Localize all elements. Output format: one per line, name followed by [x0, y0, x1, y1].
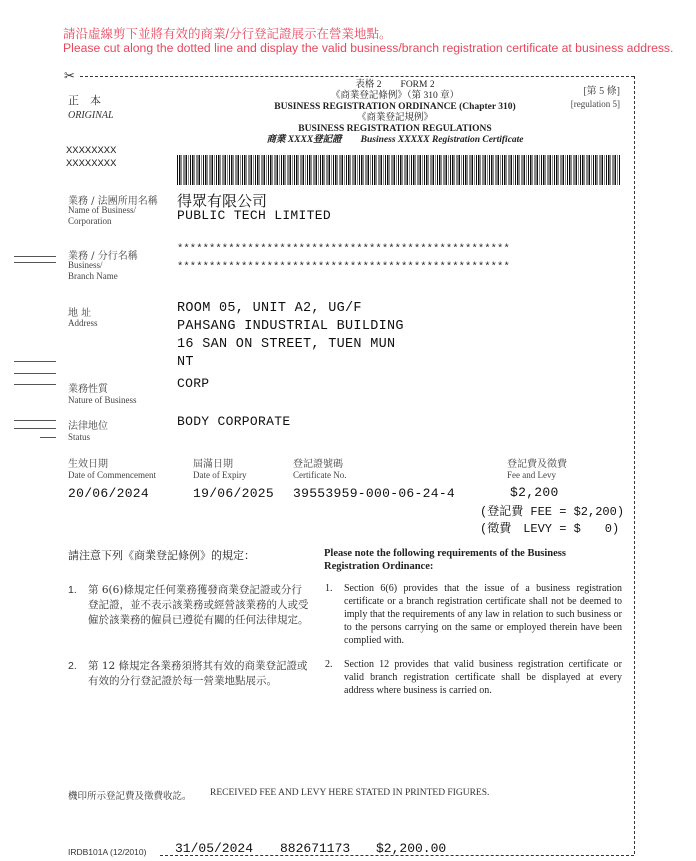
regulations-english: BUSINESS REGISTRATION REGULATIONS — [298, 124, 492, 134]
expiry-label-cn: 屆滿日期 — [193, 459, 233, 470]
masked-code-1: XXXXXXXX — [66, 145, 117, 157]
address-block — [177, 300, 404, 372]
form-code: IRDB101A (12/2010) — [68, 847, 147, 857]
branch-label-en: Business/ — [68, 260, 103, 270]
masked-code-2: XXXXXXXX — [66, 158, 117, 170]
legal-status: BODY CORPORATE — [177, 414, 291, 429]
commencement-label-en: Date of Commencement — [68, 470, 156, 480]
note-1-number-en: 1. — [325, 583, 333, 594]
branch-label-cn: 業務 / 分行名稱 — [68, 251, 138, 262]
business-name-english: PUBLIC TECH LIMITED — [177, 208, 331, 223]
notes-heading-english: Please note the following requirements of the Business Registration Ordinance: — [324, 548, 566, 572]
expiry-label-en: Date of Expiry — [193, 470, 247, 480]
address-line: 16 SAN ON STREET, TUEN MUN — [177, 337, 396, 352]
cut-line-top — [80, 76, 634, 77]
levy-breakdown: (徵費 LEVY = $ 0) — [480, 522, 620, 536]
regulation-ref-english: [regulation 5] — [570, 99, 620, 109]
regulations-chinese: 《商業登記規例》 — [356, 113, 433, 123]
copy-label-chinese: 正 本 — [68, 94, 101, 107]
regulation-ref-chinese: [第 5 條] — [583, 86, 620, 97]
margin-mark — [14, 428, 56, 429]
fee-label-cn: 登記費及徵費 — [507, 459, 567, 470]
nature-of-business: CORP — [177, 376, 210, 391]
branch-name-line-2: **************************************************** — [177, 261, 510, 273]
nature-label-cn: 業務性質 — [68, 384, 108, 395]
margin-mark — [14, 373, 56, 374]
status-label-cn: 法律地位 — [68, 421, 108, 432]
margin-mark — [14, 361, 56, 362]
note-2-number-cn: 2. — [68, 660, 77, 672]
scissors-icon: ✂ — [64, 69, 75, 84]
fee-label-en: Fee and Levy — [507, 470, 556, 480]
receipt-date: 31/05/2024 — [175, 841, 254, 856]
fee-breakdown: (登記費 FEE = $2,200) — [480, 505, 625, 519]
note-1-number-cn: 1. — [68, 584, 77, 596]
cut-instruction-english: Please cut along the dotted line and display the valid business/branch registration certificate at business address. — [63, 41, 674, 55]
cut-instruction-chinese: 請沿虛線剪下並將有效的商業/分行登記證展示在營業地點。 — [63, 27, 392, 41]
margin-mark — [14, 256, 56, 257]
receipt-amount: $2,200.00 — [376, 841, 447, 856]
business-name-label-en-2: Corporation — [68, 216, 112, 226]
address-line: NT — [177, 355, 194, 370]
branch-label-en-2: Branch Name — [68, 271, 118, 281]
notes-heading-chinese: 請注意下列《商業登記條例》的規定： — [68, 549, 255, 562]
margin-mark — [14, 384, 56, 385]
business-name-chinese: 得眾有限公司 — [177, 192, 268, 210]
copy-label-english: ORIGINAL — [68, 110, 114, 121]
business-name-label-cn: 業務 / 法團所用名稱 — [68, 196, 158, 207]
branch-name-line-1: **************************************************** — [177, 243, 510, 255]
business-name-label-en: Name of Business/ — [68, 205, 136, 215]
certificate-number: 39553959-000-06-24-4 — [293, 486, 456, 501]
cut-line-right — [634, 76, 635, 854]
address-line: ROOM 05, UNIT A2, UG/F — [177, 301, 362, 316]
expiry-date: 19/06/2025 — [193, 486, 275, 501]
barcode — [177, 155, 620, 185]
note-2-number-en: 2. — [325, 659, 333, 670]
note-2-chinese: 第 12 條規定各業務須將其有效的商業登記證或有效的分行登記證於每一營業地點展示。 — [88, 660, 308, 687]
margin-mark — [14, 262, 56, 263]
cert-no-label-cn: 登記證號碼 — [293, 459, 343, 470]
commencement-date: 20/06/2024 — [68, 486, 150, 501]
margin-mark — [14, 420, 56, 421]
cert-no-label-en: Certificate No. — [293, 470, 347, 480]
nature-label-en: Nature of Business — [68, 395, 137, 405]
certificate-title: 商業 XXXX登記證 Business XXXXX Registration Certificate — [266, 135, 524, 145]
status-label-en: Status — [68, 432, 91, 442]
address-label-cn: 地 址 — [68, 308, 92, 319]
ordinance-chinese: 《商業登記條例》（第 310 章） — [330, 91, 460, 101]
note-1-english: Section 6(6) provides that the issue of a business registration certificate or a branch registration certificate shall not be deemed to imply that the requirements of any law in relation to such business or to the persons carrying on the same or employed therein have been complied with. — [344, 583, 622, 646]
address-label-en: Address — [68, 318, 98, 328]
ordinance-english: BUSINESS REGISTRATION ORDINANCE (Chapter 310) — [274, 102, 516, 112]
receipt-number: 882671173 — [280, 841, 351, 856]
receipt-statement-english: RECEIVED FEE AND LEVY HERE STATED IN PRINTED FIGURES. — [210, 788, 490, 798]
note-2-english: Section 12 provides that valid business registration certificate or valid branch registration certificate shall be displayed at every address where business is carried on. — [344, 659, 622, 696]
receipt-statement-chinese: 機印所示登記費及徵費收訖。 — [68, 791, 192, 802]
form-number: 表格 2 FORM 2 — [355, 80, 435, 90]
commencement-label-cn: 生效日期 — [68, 459, 108, 470]
margin-mark — [40, 437, 56, 438]
fee-total: $2,200 — [510, 485, 559, 500]
note-1-chinese: 第 6(6)條規定任何業務獲發商業登記證或分行登記證，並不表示該業務或經營該業務的人或受僱於該業務的僱員已遵從有關的任何法律規定。 — [88, 584, 309, 626]
address-line: PAHSANG INDUSTRIAL BUILDING — [177, 319, 404, 334]
form-header — [230, 80, 560, 146]
